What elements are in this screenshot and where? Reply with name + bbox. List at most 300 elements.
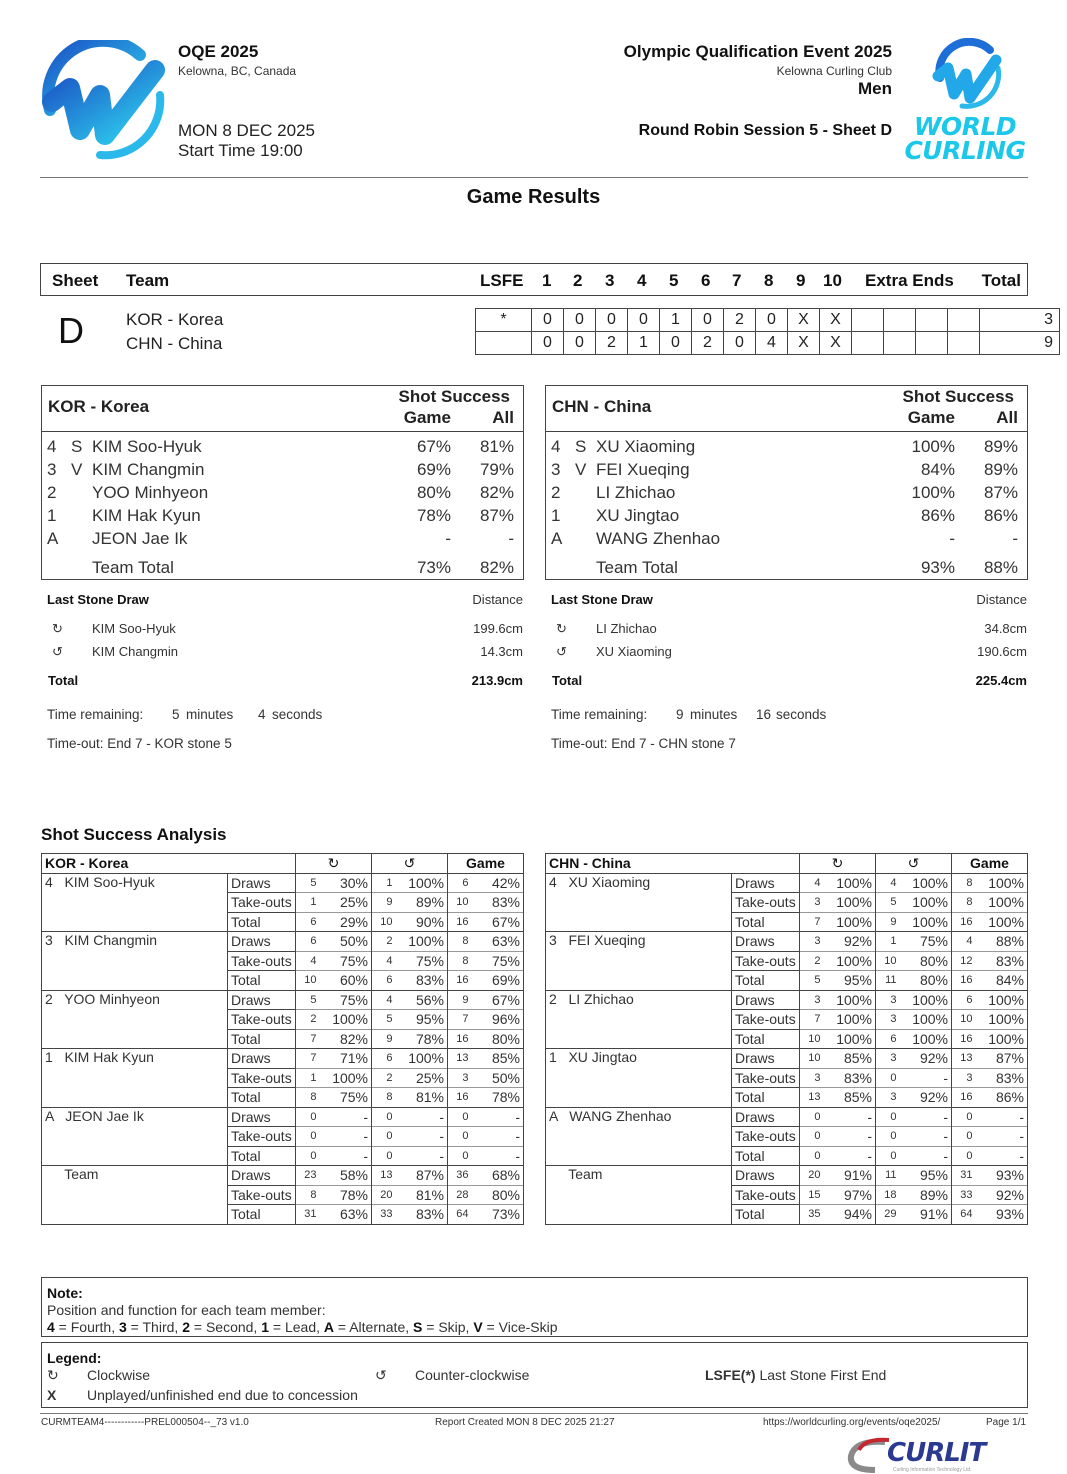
shot-type: Total xyxy=(228,912,296,932)
note-title: Note: xyxy=(47,1285,83,1301)
shot-type: Take-outs xyxy=(228,1185,296,1205)
lsd-player-name: LI Zhichao xyxy=(596,621,657,636)
player-function: S xyxy=(575,437,587,456)
shot-count: 10 xyxy=(296,971,320,991)
shot-type: Total xyxy=(732,1146,800,1166)
analysis-row xyxy=(42,932,524,952)
lsd-title: Last Stone Draw xyxy=(47,592,149,607)
player-game-pct: 86% xyxy=(920,506,955,525)
col-end-7: 7 xyxy=(732,271,742,290)
player-position: 2 xyxy=(47,483,57,502)
note-text: = Lead, xyxy=(269,1319,324,1335)
linescore-table xyxy=(475,308,1060,355)
lsd-distance-label: Distance xyxy=(472,592,523,607)
shot-count: 3 xyxy=(876,990,900,1010)
team-total-all: 82% xyxy=(479,558,514,577)
shot-type: Take-outs xyxy=(228,951,296,971)
shot-count: 13 xyxy=(372,1166,396,1186)
col-end-4: 4 xyxy=(637,271,647,290)
shot-count: 12 xyxy=(952,951,976,971)
roster-header xyxy=(42,386,523,432)
end-cell: 0 xyxy=(724,332,756,355)
shot-count: 4 xyxy=(952,932,976,952)
shot-type: Take-outs xyxy=(228,1068,296,1088)
shot-count: 10 xyxy=(372,912,396,932)
shot-count: 64 xyxy=(448,1205,472,1225)
world-curling-logo xyxy=(900,38,1030,166)
player-game-pct: 69% xyxy=(416,460,451,479)
extra-end-cell xyxy=(948,332,980,355)
shot-pct: 87% xyxy=(976,1049,1028,1069)
shot-count: 3 xyxy=(876,1088,900,1108)
player-name: KIM Soo-Hyuk xyxy=(92,437,202,456)
extra-end-cell xyxy=(884,309,916,332)
shot-type: Total xyxy=(732,1088,800,1108)
shot-pct: 100% xyxy=(824,1010,876,1030)
shot-pct: 69% xyxy=(472,971,524,991)
shot-pct: 83% xyxy=(472,893,524,913)
end-cell: 1 xyxy=(628,332,660,355)
lsd-throw-row xyxy=(551,644,1027,667)
col-end-8: 8 xyxy=(764,271,774,290)
counter-clockwise-icon: ↺ xyxy=(876,854,952,874)
player-row xyxy=(546,457,1027,480)
shot-pct: 92% xyxy=(824,932,876,952)
shot-pct: 83% xyxy=(396,971,448,991)
shot-pct: 88% xyxy=(976,932,1028,952)
shot-count: 6 xyxy=(876,1029,900,1049)
shot-count: 8 xyxy=(952,893,976,913)
lsd-distance: 34.8cm xyxy=(984,621,1027,636)
shot-pct: - xyxy=(824,1107,876,1127)
shot-count: 33 xyxy=(372,1205,396,1225)
shot-type: Total xyxy=(228,1029,296,1049)
analysis-team-name: CHN - China xyxy=(546,854,800,874)
lsd-throw-row xyxy=(551,621,1027,644)
shot-count: 10 xyxy=(876,951,900,971)
player-game-pct: 100% xyxy=(911,437,955,456)
shot-pct: 63% xyxy=(320,1205,372,1225)
shot-count: 16 xyxy=(952,1029,976,1049)
player-name: WANG Zhenhao xyxy=(596,529,721,548)
shot-count: 0 xyxy=(800,1107,824,1127)
shot-pct: - xyxy=(976,1146,1028,1166)
shot-count: 18 xyxy=(876,1185,900,1205)
end-cell: 0 xyxy=(628,309,660,332)
shot-count: 11 xyxy=(876,1166,900,1186)
shot-pct: 100% xyxy=(900,893,952,913)
shot-count: 16 xyxy=(952,912,976,932)
shot-count: 9 xyxy=(372,1029,396,1049)
shot-pct: 92% xyxy=(976,1185,1028,1205)
shot-pct: - xyxy=(824,1146,876,1166)
timeout-info: Time-out: End 7 - KOR stone 5 xyxy=(47,736,232,751)
shot-type: Take-outs xyxy=(732,951,800,971)
analysis-row xyxy=(42,1166,524,1186)
shot-count: 11 xyxy=(876,971,900,991)
shot-pct: 81% xyxy=(396,1088,448,1108)
player-row xyxy=(546,434,1027,457)
player-all-pct: 86% xyxy=(983,506,1018,525)
shot-count: 10 xyxy=(952,1010,976,1030)
shot-type: Draws xyxy=(228,990,296,1010)
shot-pct: - xyxy=(900,1107,952,1127)
extra-end-cell xyxy=(884,332,916,355)
end-cell: 2 xyxy=(692,332,724,355)
linescore-row-kor xyxy=(476,309,1060,332)
player-all-pct: 87% xyxy=(983,483,1018,502)
note-key: V xyxy=(473,1319,483,1335)
shot-pct: 100% xyxy=(396,1049,448,1069)
shot-pct: 100% xyxy=(320,1010,372,1030)
shot-pct: 29% xyxy=(320,912,372,932)
shot-count: 31 xyxy=(296,1205,320,1225)
shot-count: 9 xyxy=(876,912,900,932)
shot-count: 0 xyxy=(952,1107,976,1127)
analysis-row xyxy=(546,932,1028,952)
shot-pct: 100% xyxy=(824,893,876,913)
shot-pct: 94% xyxy=(824,1205,876,1225)
shot-count: 0 xyxy=(372,1107,396,1127)
analysis-table-chn xyxy=(545,853,1028,1225)
shot-count: 10 xyxy=(448,893,472,913)
shot-count: 0 xyxy=(800,1146,824,1166)
shot-count: 1 xyxy=(296,893,320,913)
shot-count: 0 xyxy=(372,1127,396,1147)
event-url-link[interactable]: https://worldcurling.org/events/oqe2025/ xyxy=(763,1417,941,1428)
shot-type: Total xyxy=(732,971,800,991)
clockwise-icon: ↻ xyxy=(556,621,567,636)
lsd-player-name: XU Xiaoming xyxy=(596,644,672,659)
clockwise-icon: ↻ xyxy=(800,854,876,874)
shot-count: 4 xyxy=(800,873,824,893)
lsd-player-name: KIM Soo-Hyuk xyxy=(92,621,176,636)
shot-count: 35 xyxy=(800,1205,824,1225)
shot-pct: 100% xyxy=(976,912,1028,932)
shot-pct: 80% xyxy=(472,1185,524,1205)
shot-count: 13 xyxy=(952,1049,976,1069)
team-name-chn: CHN - China xyxy=(126,334,223,353)
shot-pct: 93% xyxy=(976,1166,1028,1186)
shot-count: 8 xyxy=(448,951,472,971)
lsd-player-name: KIM Changmin xyxy=(92,644,178,659)
legend-ccw-label: Counter-clockwise xyxy=(415,1367,530,1383)
player-row xyxy=(42,457,523,480)
shot-pct: 78% xyxy=(396,1029,448,1049)
shot-count: 16 xyxy=(448,1088,472,1108)
analysis-row xyxy=(546,1107,1028,1127)
shot-pct: 100% xyxy=(824,912,876,932)
shot-type: Total xyxy=(228,1146,296,1166)
analysis-player-name: 2 LI Zhichao xyxy=(546,990,732,1049)
shot-pct: - xyxy=(976,1127,1028,1147)
shot-type: Total xyxy=(228,1088,296,1108)
player-all-pct: 87% xyxy=(479,506,514,525)
shot-count: 0 xyxy=(876,1068,900,1088)
all-label: All xyxy=(996,408,1018,427)
end-cell: 2 xyxy=(724,309,756,332)
shot-type: Draws xyxy=(228,1166,296,1186)
shot-count: 2 xyxy=(296,1010,320,1030)
shot-count: 1 xyxy=(296,1068,320,1088)
player-row xyxy=(42,480,523,503)
curlit-wordmark: CURLIT xyxy=(887,1438,986,1468)
last-stone-draw-kor xyxy=(47,592,523,759)
shot-count: 0 xyxy=(876,1127,900,1147)
analysis-row xyxy=(42,873,524,893)
event-code: OQE 2025 xyxy=(178,42,259,61)
analysis-header xyxy=(42,854,524,874)
roster-header xyxy=(546,386,1027,432)
shot-pct: 25% xyxy=(396,1068,448,1088)
shot-count: 23 xyxy=(296,1166,320,1186)
player-row xyxy=(546,503,1027,526)
player-function: S xyxy=(71,437,83,456)
note-key: 3 xyxy=(119,1319,127,1335)
shot-pct: 100% xyxy=(900,912,952,932)
shot-count: 16 xyxy=(952,971,976,991)
shot-pct: 100% xyxy=(824,990,876,1010)
shot-count: 0 xyxy=(800,1127,824,1147)
analysis-table-kor xyxy=(41,853,524,1225)
header-divider xyxy=(40,177,1028,178)
shot-pct: 75% xyxy=(900,932,952,952)
shot-pct: 71% xyxy=(320,1049,372,1069)
player-all-pct: 89% xyxy=(983,460,1018,479)
event-date-block xyxy=(178,121,315,161)
lsd-distance: 199.6cm xyxy=(473,621,523,636)
col-end-10: 10 xyxy=(823,271,842,290)
shot-pct: 67% xyxy=(472,912,524,932)
shot-pct: 95% xyxy=(396,1010,448,1030)
clockwise-icon: ↻ xyxy=(52,621,63,636)
player-position: A xyxy=(551,529,563,548)
team-total-label: Team Total xyxy=(92,558,174,577)
shot-count: 8 xyxy=(296,1088,320,1108)
shot-pct: 85% xyxy=(472,1049,524,1069)
end-cell: X xyxy=(788,309,820,332)
shot-pct: - xyxy=(900,1146,952,1166)
player-name: XU Xiaoming xyxy=(596,437,696,456)
page-number: Page 1/1 xyxy=(986,1417,1027,1428)
extra-end-cell xyxy=(852,309,884,332)
analysis-player-name: Team xyxy=(546,1166,732,1225)
note-text: = Vice-Skip xyxy=(482,1319,558,1335)
shot-pct: 50% xyxy=(320,932,372,952)
shot-pct: - xyxy=(976,1107,1028,1127)
shot-count: 6 xyxy=(372,1049,396,1069)
extra-end-cell xyxy=(916,309,948,332)
curlit-logo xyxy=(845,1436,1030,1474)
shot-pct: - xyxy=(396,1127,448,1147)
player-function: V xyxy=(575,460,587,479)
col-extra-ends: Extra Ends xyxy=(865,271,954,290)
total-cell: 9 xyxy=(980,332,1060,355)
end-cell: X xyxy=(820,332,852,355)
end-cell: 0 xyxy=(564,332,596,355)
shot-count: 1 xyxy=(876,932,900,952)
player-name: LI Zhichao xyxy=(596,483,676,502)
shot-pct: 100% xyxy=(900,1010,952,1030)
player-position: 3 xyxy=(47,460,57,479)
shot-count: 0 xyxy=(448,1146,472,1166)
linescore-row-chn xyxy=(476,332,1060,355)
shot-pct: 92% xyxy=(900,1049,952,1069)
shot-type: Draws xyxy=(228,1049,296,1069)
counter-clockwise-icon: ↺ xyxy=(375,1367,387,1383)
shot-pct: 100% xyxy=(396,873,448,893)
analysis-player-name: 2 YOO Minhyeon xyxy=(42,990,228,1049)
col-total: Total xyxy=(981,271,1021,290)
shot-type: Total xyxy=(732,1029,800,1049)
event-name: Olympic Qualification Event 2025 xyxy=(623,42,892,61)
shot-type: Draws xyxy=(732,1049,800,1069)
counter-clockwise-icon: ↺ xyxy=(52,644,63,659)
sheet-letter: D xyxy=(58,310,84,351)
lsd-total-label: Total xyxy=(48,673,79,688)
shot-success-label: Shot Success xyxy=(398,387,510,406)
player-row xyxy=(42,526,523,549)
shot-pct: 75% xyxy=(320,990,372,1010)
col-end-2: 2 xyxy=(573,271,583,290)
team-total-row xyxy=(546,555,1027,578)
shot-pct: 58% xyxy=(320,1166,372,1186)
extra-end-cell xyxy=(916,332,948,355)
shot-count: 36 xyxy=(448,1166,472,1186)
shot-count: 2 xyxy=(372,932,396,952)
shot-count: 0 xyxy=(876,1146,900,1166)
player-game-pct: - xyxy=(445,529,451,548)
shot-type: Draws xyxy=(732,990,800,1010)
shot-pct: 80% xyxy=(900,951,952,971)
end-cell: 0 xyxy=(564,309,596,332)
analysis-player-name: 3 KIM Changmin xyxy=(42,932,228,991)
end-cell: 0 xyxy=(692,309,724,332)
analysis-player-name: A JEON Jae Ik xyxy=(42,1107,228,1166)
shot-count: 7 xyxy=(448,1010,472,1030)
shot-count: 28 xyxy=(448,1185,472,1205)
shot-pct: 87% xyxy=(396,1166,448,1186)
shot-pct: 95% xyxy=(824,971,876,991)
time-remaining: Time remaining: 5 minutes 4 seconds xyxy=(47,707,323,722)
shot-pct: 90% xyxy=(396,912,448,932)
shot-count: 9 xyxy=(372,893,396,913)
category: Men xyxy=(858,79,892,98)
shot-pct: 100% xyxy=(976,1029,1028,1049)
shot-count: 7 xyxy=(800,912,824,932)
end-cell: 4 xyxy=(756,332,788,355)
shot-count: 0 xyxy=(952,1127,976,1147)
shot-pct: - xyxy=(472,1146,524,1166)
shot-pct: 83% xyxy=(976,951,1028,971)
shot-pct: 75% xyxy=(396,951,448,971)
lsd-throw-row xyxy=(47,644,523,667)
extra-end-cell xyxy=(852,332,884,355)
shot-pct: 75% xyxy=(472,951,524,971)
legend-title: Legend: xyxy=(47,1350,102,1366)
shot-pct: 100% xyxy=(976,873,1028,893)
shot-pct: 93% xyxy=(976,1205,1028,1225)
time-remaining: Time remaining: 9 minutes 16 seconds xyxy=(551,707,827,722)
shot-pct: 25% xyxy=(320,893,372,913)
shot-count: 10 xyxy=(800,1029,824,1049)
shot-count: 3 xyxy=(952,1068,976,1088)
shot-pct: - xyxy=(320,1107,372,1127)
legend-lsfe: LSFE(*) Last Stone First End xyxy=(705,1367,887,1383)
shot-count: 13 xyxy=(800,1088,824,1108)
note-text: = Third, xyxy=(126,1319,183,1335)
shot-type: Total xyxy=(732,1205,800,1225)
shot-pct: 100% xyxy=(320,1068,372,1088)
shot-count: 0 xyxy=(448,1127,472,1147)
event-location: Kelowna, BC, Canada xyxy=(178,64,297,78)
player-position: 2 xyxy=(551,483,561,502)
player-name: FEI Xueqing xyxy=(596,460,690,479)
shot-count: 64 xyxy=(952,1205,976,1225)
player-all-pct: - xyxy=(508,529,514,548)
shot-pct: 100% xyxy=(900,990,952,1010)
extra-end-cell xyxy=(948,309,980,332)
col-sheet: Sheet xyxy=(52,271,99,290)
shot-pct: 73% xyxy=(472,1205,524,1225)
shot-pct: 30% xyxy=(320,873,372,893)
shot-pct: - xyxy=(900,1068,952,1088)
lsd-total-row xyxy=(551,673,1027,696)
shot-count: 20 xyxy=(372,1185,396,1205)
lsd-total-label: Total xyxy=(552,673,583,688)
shot-count: 16 xyxy=(448,971,472,991)
player-name: KIM Changmin xyxy=(92,460,205,479)
note-text: = Alternate, xyxy=(334,1319,414,1335)
shot-count: 1 xyxy=(372,873,396,893)
shot-count: 3 xyxy=(448,1068,472,1088)
shot-success-label: Shot Success xyxy=(902,387,1014,406)
analysis-row xyxy=(546,1166,1028,1186)
shot-count: 5 xyxy=(800,971,824,991)
note-key: 2 xyxy=(182,1319,190,1335)
analysis-player-name: 4 XU Xiaoming xyxy=(546,873,732,932)
shot-pct: - xyxy=(320,1146,372,1166)
analysis-player-name: Team xyxy=(42,1166,228,1225)
shot-count: 8 xyxy=(952,873,976,893)
shot-pct: 100% xyxy=(824,1029,876,1049)
col-game: Game xyxy=(952,854,1028,874)
analysis-row xyxy=(546,873,1028,893)
shot-pct: 42% xyxy=(472,873,524,893)
shot-count: 5 xyxy=(876,893,900,913)
shot-pct: 89% xyxy=(900,1185,952,1205)
game-label: Game xyxy=(907,408,955,427)
note-text: = Skip, xyxy=(422,1319,474,1335)
legend-x-label: Unplayed/unfinished end due to concession xyxy=(87,1387,358,1403)
shot-type: Draws xyxy=(732,1107,800,1127)
note-text: = Second, xyxy=(189,1319,262,1335)
shot-count: 0 xyxy=(876,1107,900,1127)
shot-count: 4 xyxy=(372,951,396,971)
shot-count: 3 xyxy=(800,990,824,1010)
shot-pct: 75% xyxy=(320,951,372,971)
start-time: Start Time 19:00 xyxy=(178,141,303,160)
shot-pct: 56% xyxy=(396,990,448,1010)
event-date: MON 8 DEC 2025 xyxy=(178,121,315,140)
end-cell: 0 xyxy=(660,332,692,355)
shot-count: 5 xyxy=(296,873,320,893)
shot-pct: 91% xyxy=(824,1166,876,1186)
analysis-player-name: 1 XU Jingtao xyxy=(546,1049,732,1108)
venue: Kelowna Curling Club xyxy=(776,64,892,78)
player-row xyxy=(546,480,1027,503)
last-stone-draw-chn xyxy=(551,592,1027,759)
